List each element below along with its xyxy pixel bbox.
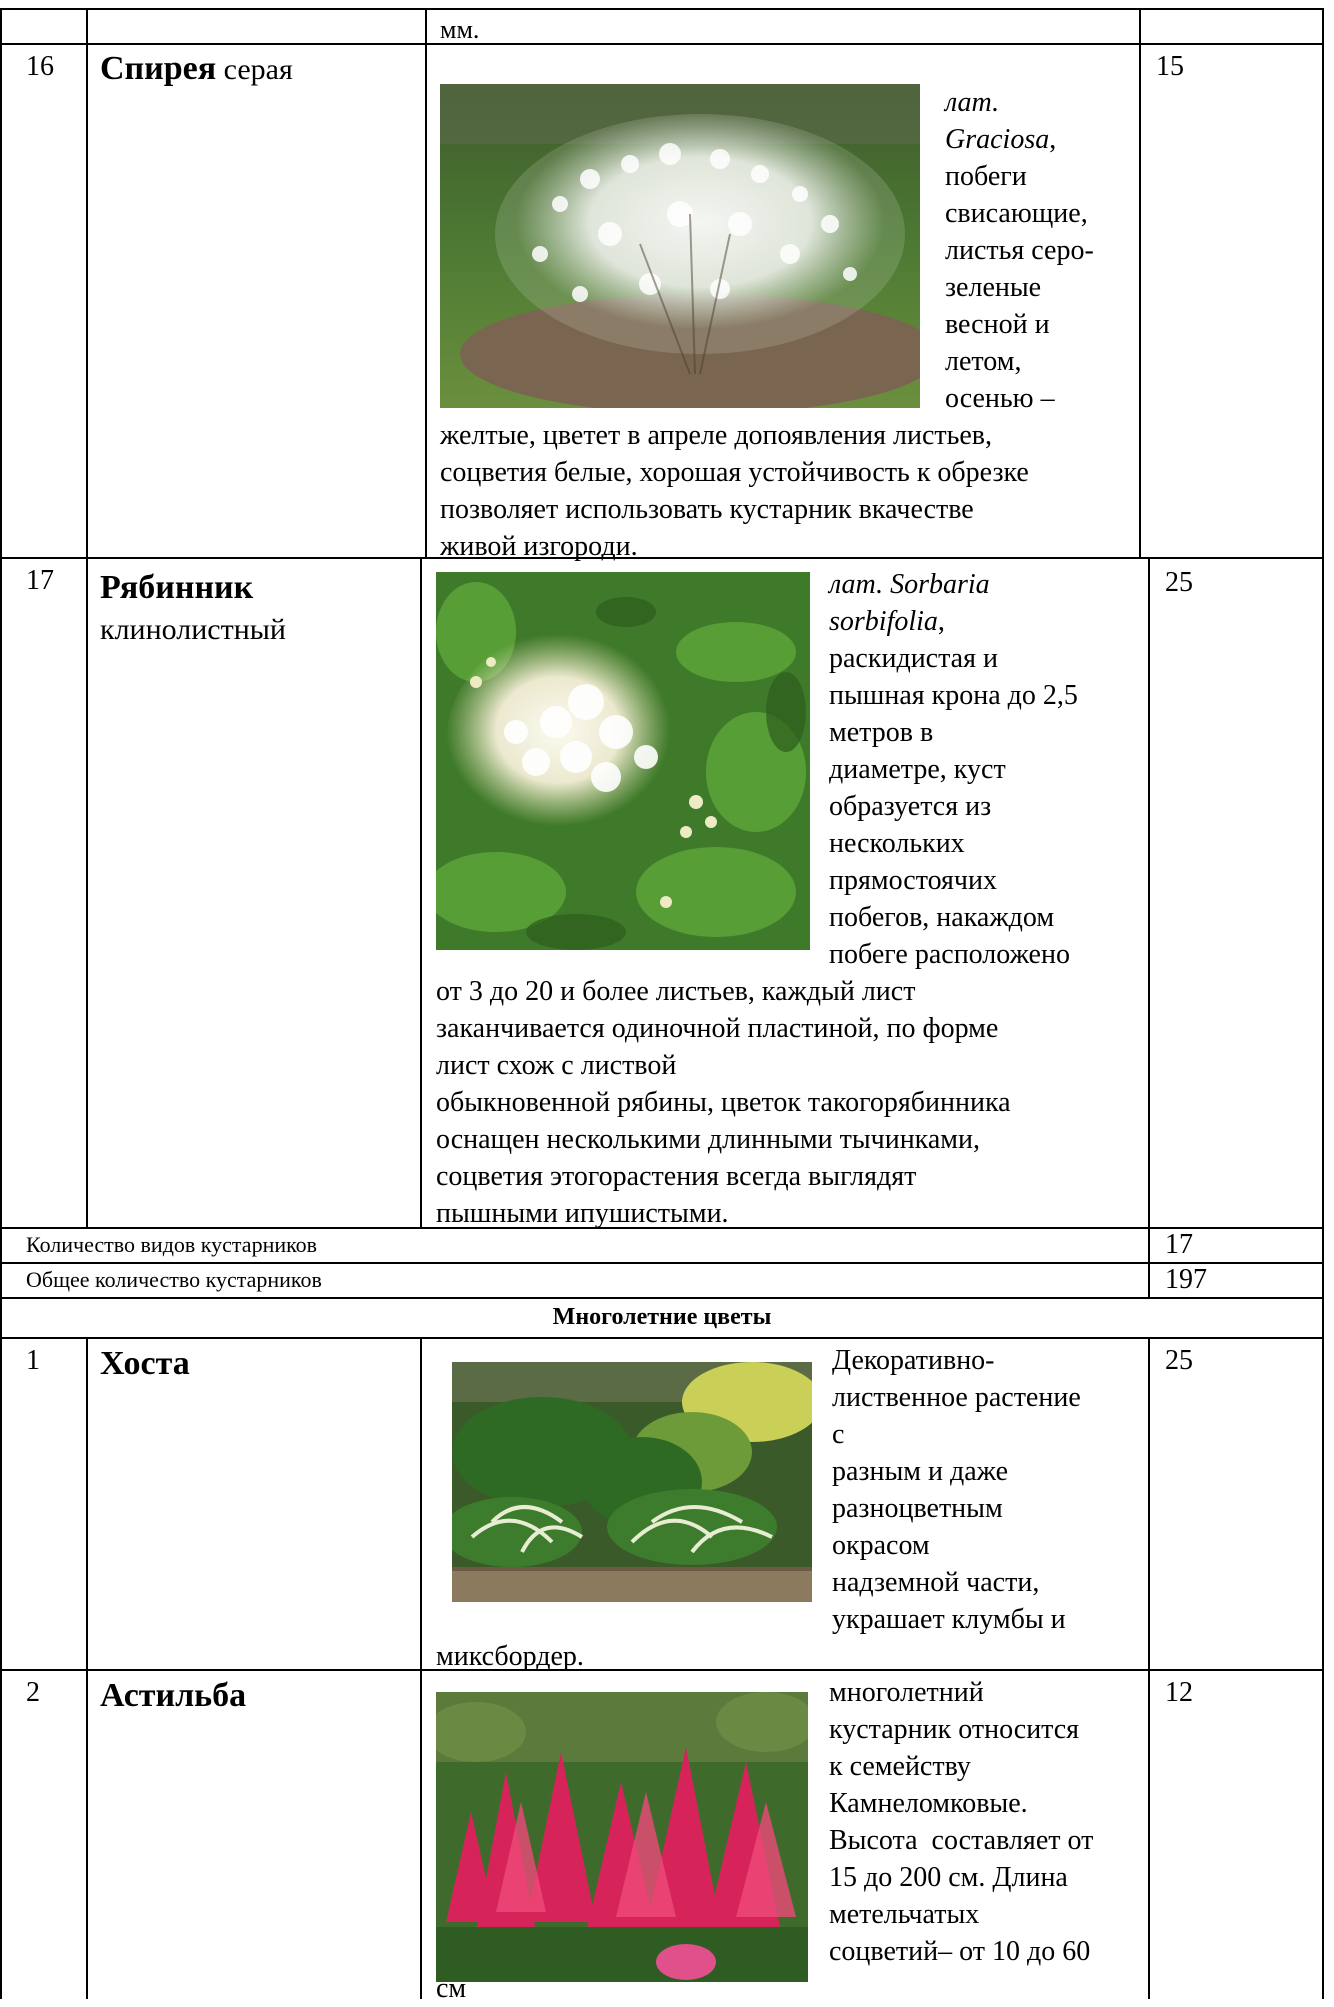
description-line: прямостоячих xyxy=(829,865,997,896)
intro-fragment: мм. xyxy=(440,15,480,44)
row-rule xyxy=(0,8,1324,10)
plant-name-rest: клинолистный xyxy=(100,613,286,646)
row-rule xyxy=(0,557,1324,559)
description-line: миксбордер. xyxy=(436,1641,584,1672)
latin-name: Graciosa xyxy=(945,124,1050,155)
description-line: обыкновенной рябины, цветок такогорябинника xyxy=(436,1087,1011,1118)
description-line: живой изгороди. xyxy=(440,531,638,562)
description-line: разноцветным xyxy=(832,1493,1003,1524)
description-line: раскидистая и xyxy=(829,643,998,674)
summary-value: 17 xyxy=(1165,1229,1193,1260)
row-number: 2 xyxy=(26,1677,40,1708)
col-rule xyxy=(420,1337,422,1999)
description-line: см xyxy=(436,1973,467,2004)
description-line: оснащен несколькими длинными тычинками, xyxy=(436,1124,980,1155)
description-line: пышная крона до 2,5 xyxy=(829,680,1078,711)
description-line: соцветий– от 10 до 60 xyxy=(829,1936,1091,1967)
description-line: листья серо- xyxy=(945,235,1094,266)
section-title: Многолетние цветы xyxy=(552,1304,772,1330)
col-rule xyxy=(1148,557,1150,1297)
description-line: летом, xyxy=(945,346,1022,377)
description-line: образуется из xyxy=(829,791,992,822)
description-line: окрасом xyxy=(832,1530,930,1561)
description-line: надземной части, xyxy=(832,1567,1040,1598)
quantity-cell: 25 xyxy=(1165,567,1193,598)
description-line: позволяет использовать кустарник вкачестве xyxy=(440,494,974,525)
description-line: Высота составляет от xyxy=(829,1825,1094,1856)
description-line: кустарник относится xyxy=(829,1714,1080,1745)
plant-name-bold: Хоста xyxy=(100,1345,190,1382)
quantity-cell: 25 xyxy=(1165,1345,1193,1376)
quantity-cell: 12 xyxy=(1165,1677,1193,1708)
description-line: лист схож с листвой xyxy=(436,1050,677,1081)
description-line: Камнеломковые. xyxy=(829,1788,1028,1819)
description-line: метельчатых xyxy=(829,1899,980,1930)
description-line: пышными ипушистыми. xyxy=(436,1198,729,1229)
description-line: метров в xyxy=(829,717,934,748)
description-line: побегов, накаждом xyxy=(829,902,1055,933)
description-line: свисающие, xyxy=(945,198,1088,229)
punctuation: , xyxy=(1049,124,1057,155)
row-number: 17 xyxy=(26,565,54,596)
description-line: от 3 до 20 и более листьев, каждый лист xyxy=(436,976,916,1007)
spiraea-photo xyxy=(440,84,920,408)
col-rule xyxy=(1322,8,1324,1999)
description-line: диаметре, куст xyxy=(829,754,1006,785)
description-line: нескольких xyxy=(829,828,965,859)
summary-label: Общее количество кустарников xyxy=(26,1267,322,1292)
plant-name-bold: Спирея xyxy=(100,50,217,87)
description-line: лат. xyxy=(945,87,1000,118)
col-rule xyxy=(425,8,427,557)
row-rule xyxy=(0,1669,1324,1671)
description-line: разным и даже xyxy=(832,1456,1009,1487)
description-line: осенью – xyxy=(945,383,1055,414)
col-rule xyxy=(0,8,2,1999)
description-line: соцветия белые, хорошая устойчивость к обрезке xyxy=(440,457,1029,488)
description-line: лат. Sorbaria xyxy=(829,569,990,600)
row-rule xyxy=(0,1337,1324,1339)
description-line: украшает клумбы и xyxy=(832,1604,1066,1635)
plant-name-bold: Рябинник xyxy=(100,569,254,606)
col-rule xyxy=(86,8,88,1227)
plant-name xyxy=(100,50,293,89)
punctuation: , xyxy=(937,606,945,637)
description-line: многолетний xyxy=(829,1677,984,1708)
description-line: к семейству xyxy=(829,1751,971,1782)
astilbe-photo xyxy=(436,1692,808,1982)
row-rule xyxy=(0,1297,1324,1299)
description-line: 15 до 200 см. Длина xyxy=(829,1862,1068,1893)
row-number: 16 xyxy=(26,51,54,82)
description-line: лиственное растение xyxy=(832,1382,1081,1413)
col-rule xyxy=(1148,1337,1150,1999)
summary-label: Количество видов кустарников xyxy=(26,1232,318,1257)
description-line: Декоративно- xyxy=(832,1345,995,1376)
col-rule xyxy=(1139,8,1141,557)
description-line: весной и xyxy=(945,309,1050,340)
row-rule xyxy=(0,1262,1324,1264)
hosta-photo xyxy=(452,1362,812,1602)
summary-value: 197 xyxy=(1165,1264,1207,1295)
row-rule xyxy=(0,43,1324,45)
row-number: 1 xyxy=(26,1345,40,1376)
col-rule xyxy=(86,1337,88,1999)
description-line: соцветия этогорастения всегда выглядят xyxy=(436,1161,917,1192)
description-line: желтые, цветет в апреле допоявления листьев, xyxy=(440,420,993,451)
latin-name: sorbifolia xyxy=(829,606,938,637)
plant-name-rest: серая xyxy=(216,53,293,86)
col-rule xyxy=(420,557,422,1227)
description-line: побеги xyxy=(945,161,1027,192)
description-line xyxy=(945,121,1056,158)
sorbaria-photo xyxy=(436,572,810,950)
description-line: зеленые xyxy=(945,272,1042,303)
description-line: заканчивается одиночной пластиной, по форме xyxy=(436,1013,999,1044)
quantity-cell: 15 xyxy=(1156,51,1184,82)
description-line xyxy=(829,603,945,640)
description-line: с xyxy=(832,1419,845,1450)
plant-name-bold: Астильба xyxy=(100,1677,247,1714)
description-line: побеге расположено xyxy=(829,939,1070,970)
